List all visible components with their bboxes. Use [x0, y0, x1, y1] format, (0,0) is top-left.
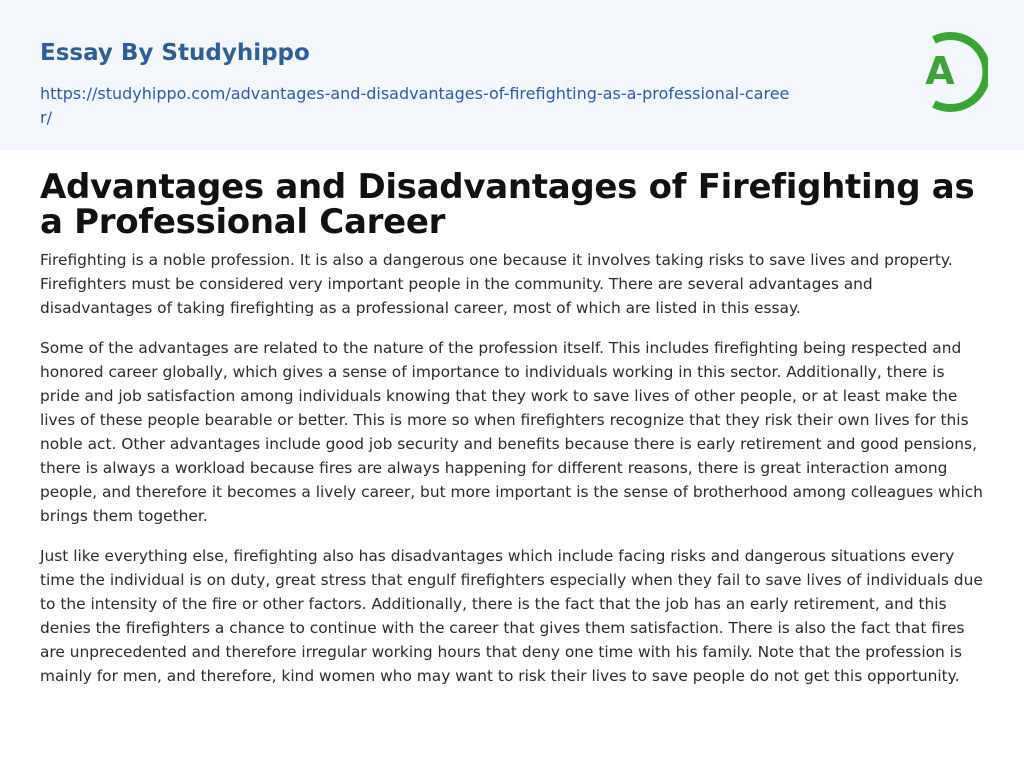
article-paragraph: Some of the advantages are related to the nature of the profession itself. This includes firefighting being respected and honored career globally, which gives a sense of importance to individuals working in this sector. Additionally, there is pride and job satisfaction among individuals knowing that they work to save lives of other people, or at least make the lives of these people bearable or better. This is more so when firefighters recognize that they risk their own lives for this noble act. Other advantages include good job security and benefits because there is early retirement and good pensions, there is always a workload because fires are always happening for different reasons, there is great interaction among people, and therefore it becomes a lively career, but more important is the sense of brotherhood among colleagues which brings them together. — [40, 339, 983, 525]
article-paragraph: Just like everything else, firefighting also has disadvantages which include facing risks and dangerous situations every time the individual is on duty, great stress that engulf firefighters especially when they fail to save lives of individuals due to the intensity of the fire or other factors. Additionally, there is the fact that the job has an early retirement, and this denies the firefighters a chance to continue with the career that gives them satisfaction. There is also the fact that fires are unprecedented and therefore irregular working hours that deny one time with his family. Note that the profession is mainly for men, and therefore, kind women who may want to risk their lives to save people do not get this opportunity. — [40, 547, 983, 685]
article-title: Advantages and Disadvantages of Firefighting as a Professional Career — [40, 167, 975, 242]
source-url-link[interactable]: https://studyhippo.com/advantages-and-disadvantages-of-firefighting-as-a-professional-career/ — [40, 84, 790, 127]
article-paragraph: Firefighting is a noble profession. It is also a dangerous one because it involves taking risks to save lives and property. Firefighters must be considered very important people in the community. There are several advantages and disadvantages of taking firefighting as a professional career, most of which are listed in this essay. — [40, 251, 953, 317]
site-header — [0, 0, 1024, 150]
brand-title[interactable]: Essay By Studyhippo — [40, 40, 310, 66]
logo-letter: A — [925, 49, 955, 93]
studyhippo-logo-icon[interactable] — [904, 28, 988, 116]
article — [40, 167, 984, 688]
